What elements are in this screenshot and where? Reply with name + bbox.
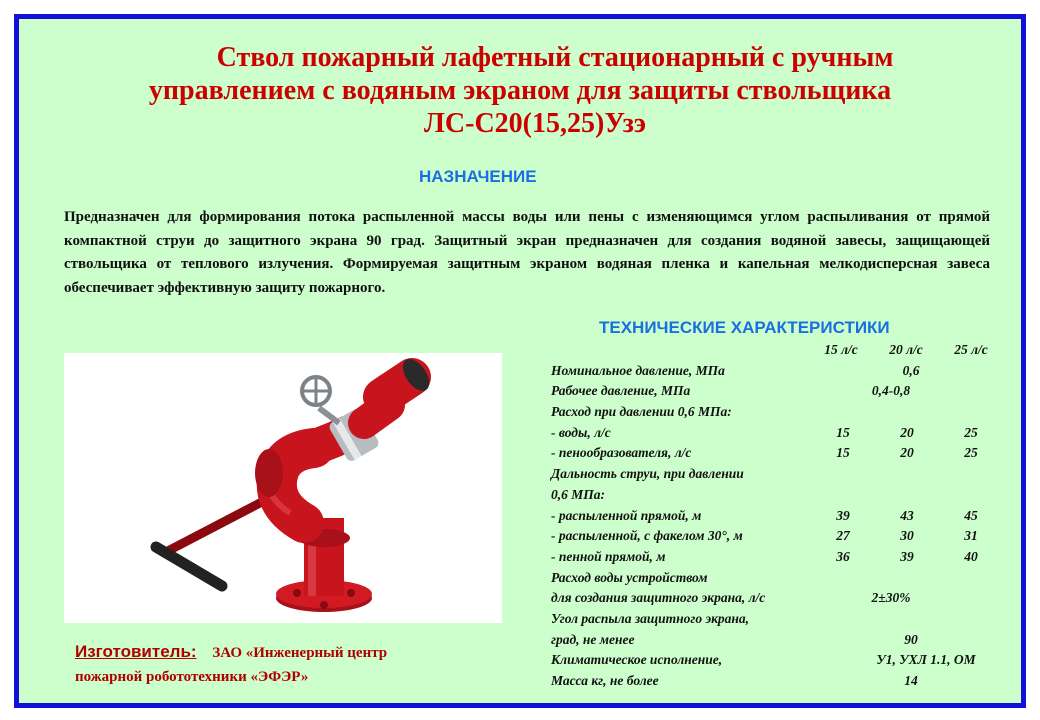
spec-value: 25	[964, 424, 978, 440]
column-header: 15 л/с	[824, 342, 858, 357]
spec-row	[551, 423, 1011, 444]
spec-row	[551, 568, 1011, 589]
spec-label: Угол распыла защитного экрана,	[551, 610, 750, 626]
spec-label: Расход воды устройством	[551, 569, 708, 585]
spec-value: 15	[836, 445, 850, 461]
spec-value: 2±30%	[871, 590, 911, 606]
spec-row	[551, 402, 1011, 423]
spec-row	[551, 609, 1011, 630]
spec-label: Масса кг, не более	[551, 673, 659, 688]
spec-value: 39	[836, 507, 850, 523]
column-header: 25 л/с	[954, 342, 988, 357]
spec-label: для создания защитного экрана, л/с	[551, 590, 766, 606]
spec-row	[551, 506, 1011, 527]
title-line-1: Ствол пожарный лафетный стационарный с ручным	[216, 42, 894, 73]
spec-label: - распыленной, с факелом 30°, м	[551, 528, 743, 544]
spec-row	[551, 464, 1011, 485]
spec-label: - распыленной прямой, м	[551, 507, 702, 523]
product-photo	[64, 353, 502, 623]
fire-monitor-illustration	[64, 353, 502, 623]
specs-header-row	[551, 340, 1011, 361]
spec-value: 0,6	[902, 362, 920, 378]
spec-value: 14	[904, 673, 918, 688]
spec-value: 20	[900, 445, 914, 461]
specs-table	[551, 340, 1011, 692]
spec-row	[551, 630, 1011, 651]
spec-label: Климатическое исполнение,	[551, 652, 723, 668]
spec-value: 39	[900, 548, 914, 564]
spec-label: - воды, л/с	[551, 424, 611, 440]
spec-row	[551, 485, 1011, 506]
spec-value: 15	[836, 424, 850, 440]
title-line-2: управлением с водяным экраном для защиты ствольщика	[148, 75, 892, 106]
spec-row	[551, 547, 1011, 568]
spec-label: Рабочее давление, МПа	[551, 383, 691, 399]
manufacturer-line-2: пожарной робототехники «ЭФЭР»	[75, 669, 309, 685]
spec-value: 25	[964, 445, 978, 461]
spec-label: - пенной прямой, м	[551, 548, 666, 564]
spec-value: 20	[900, 424, 914, 440]
spec-row	[551, 443, 1011, 464]
swivel-flange	[255, 449, 283, 497]
column-header: 20 л/с	[889, 342, 923, 357]
spec-value: 90	[904, 631, 918, 647]
title-line-3: ЛС-С20(15,25)Узэ	[424, 108, 646, 139]
manufacturer-label: Изготовитель:	[75, 642, 197, 661]
spec-value: 30	[900, 528, 914, 544]
spec-label: Расход при давлении 0,6 МПа:	[551, 404, 732, 420]
handle-grip	[156, 547, 222, 586]
purpose-heading: НАЗНАЧЕНИЕ	[419, 167, 537, 186]
spec-label: град, не менее	[551, 631, 635, 647]
spec-row	[551, 526, 1011, 547]
spec-row	[551, 671, 1011, 692]
spec-row	[551, 650, 1011, 671]
manufacturer	[75, 640, 387, 689]
page-title	[19, 41, 1021, 140]
spec-row	[551, 588, 1011, 609]
spec-row	[551, 361, 1011, 382]
purpose-text: Предназначен для формирования потока распыленной массы воды или пены с изменяющимся углом распыливания от прямой компактной струи до защитного экрана 90 град. Защитный экран предназначен для создания водяной завесы, защищающей ствольщика от теплового излучения. Формируемая защитным экраном водяная пленка и капельная мелкодисперсная завеса обеспечивает эффективную защиту пожарного.	[64, 209, 990, 296]
specs-heading: ТЕХНИЧЕСКИЕ ХАРАКТЕРИСТИКИ	[599, 318, 890, 337]
spec-value: 0,4-0,8	[871, 383, 911, 399]
spec-label: Дальность струи, при давлении	[551, 466, 744, 482]
spec-value: 45	[964, 507, 978, 523]
spec-label: - пенообразователя, л/с	[551, 445, 692, 461]
spec-label: 0,6 МПа:	[551, 486, 605, 502]
spec-label: Номинальное давление, МПа	[551, 362, 725, 378]
spec-value: 27	[836, 528, 850, 544]
spec-value: 40	[964, 548, 978, 564]
slide	[14, 14, 1026, 708]
manufacturer-line-1: ЗАО «Инженерный центр	[212, 645, 388, 661]
spec-value: У1, УХЛ 1.1, ОМ	[876, 652, 976, 668]
specs-rows	[551, 361, 1011, 692]
spec-value: 43	[900, 507, 914, 523]
spec-value: 36	[836, 548, 850, 564]
spec-row	[551, 381, 1011, 402]
spec-value: 31	[964, 528, 978, 544]
